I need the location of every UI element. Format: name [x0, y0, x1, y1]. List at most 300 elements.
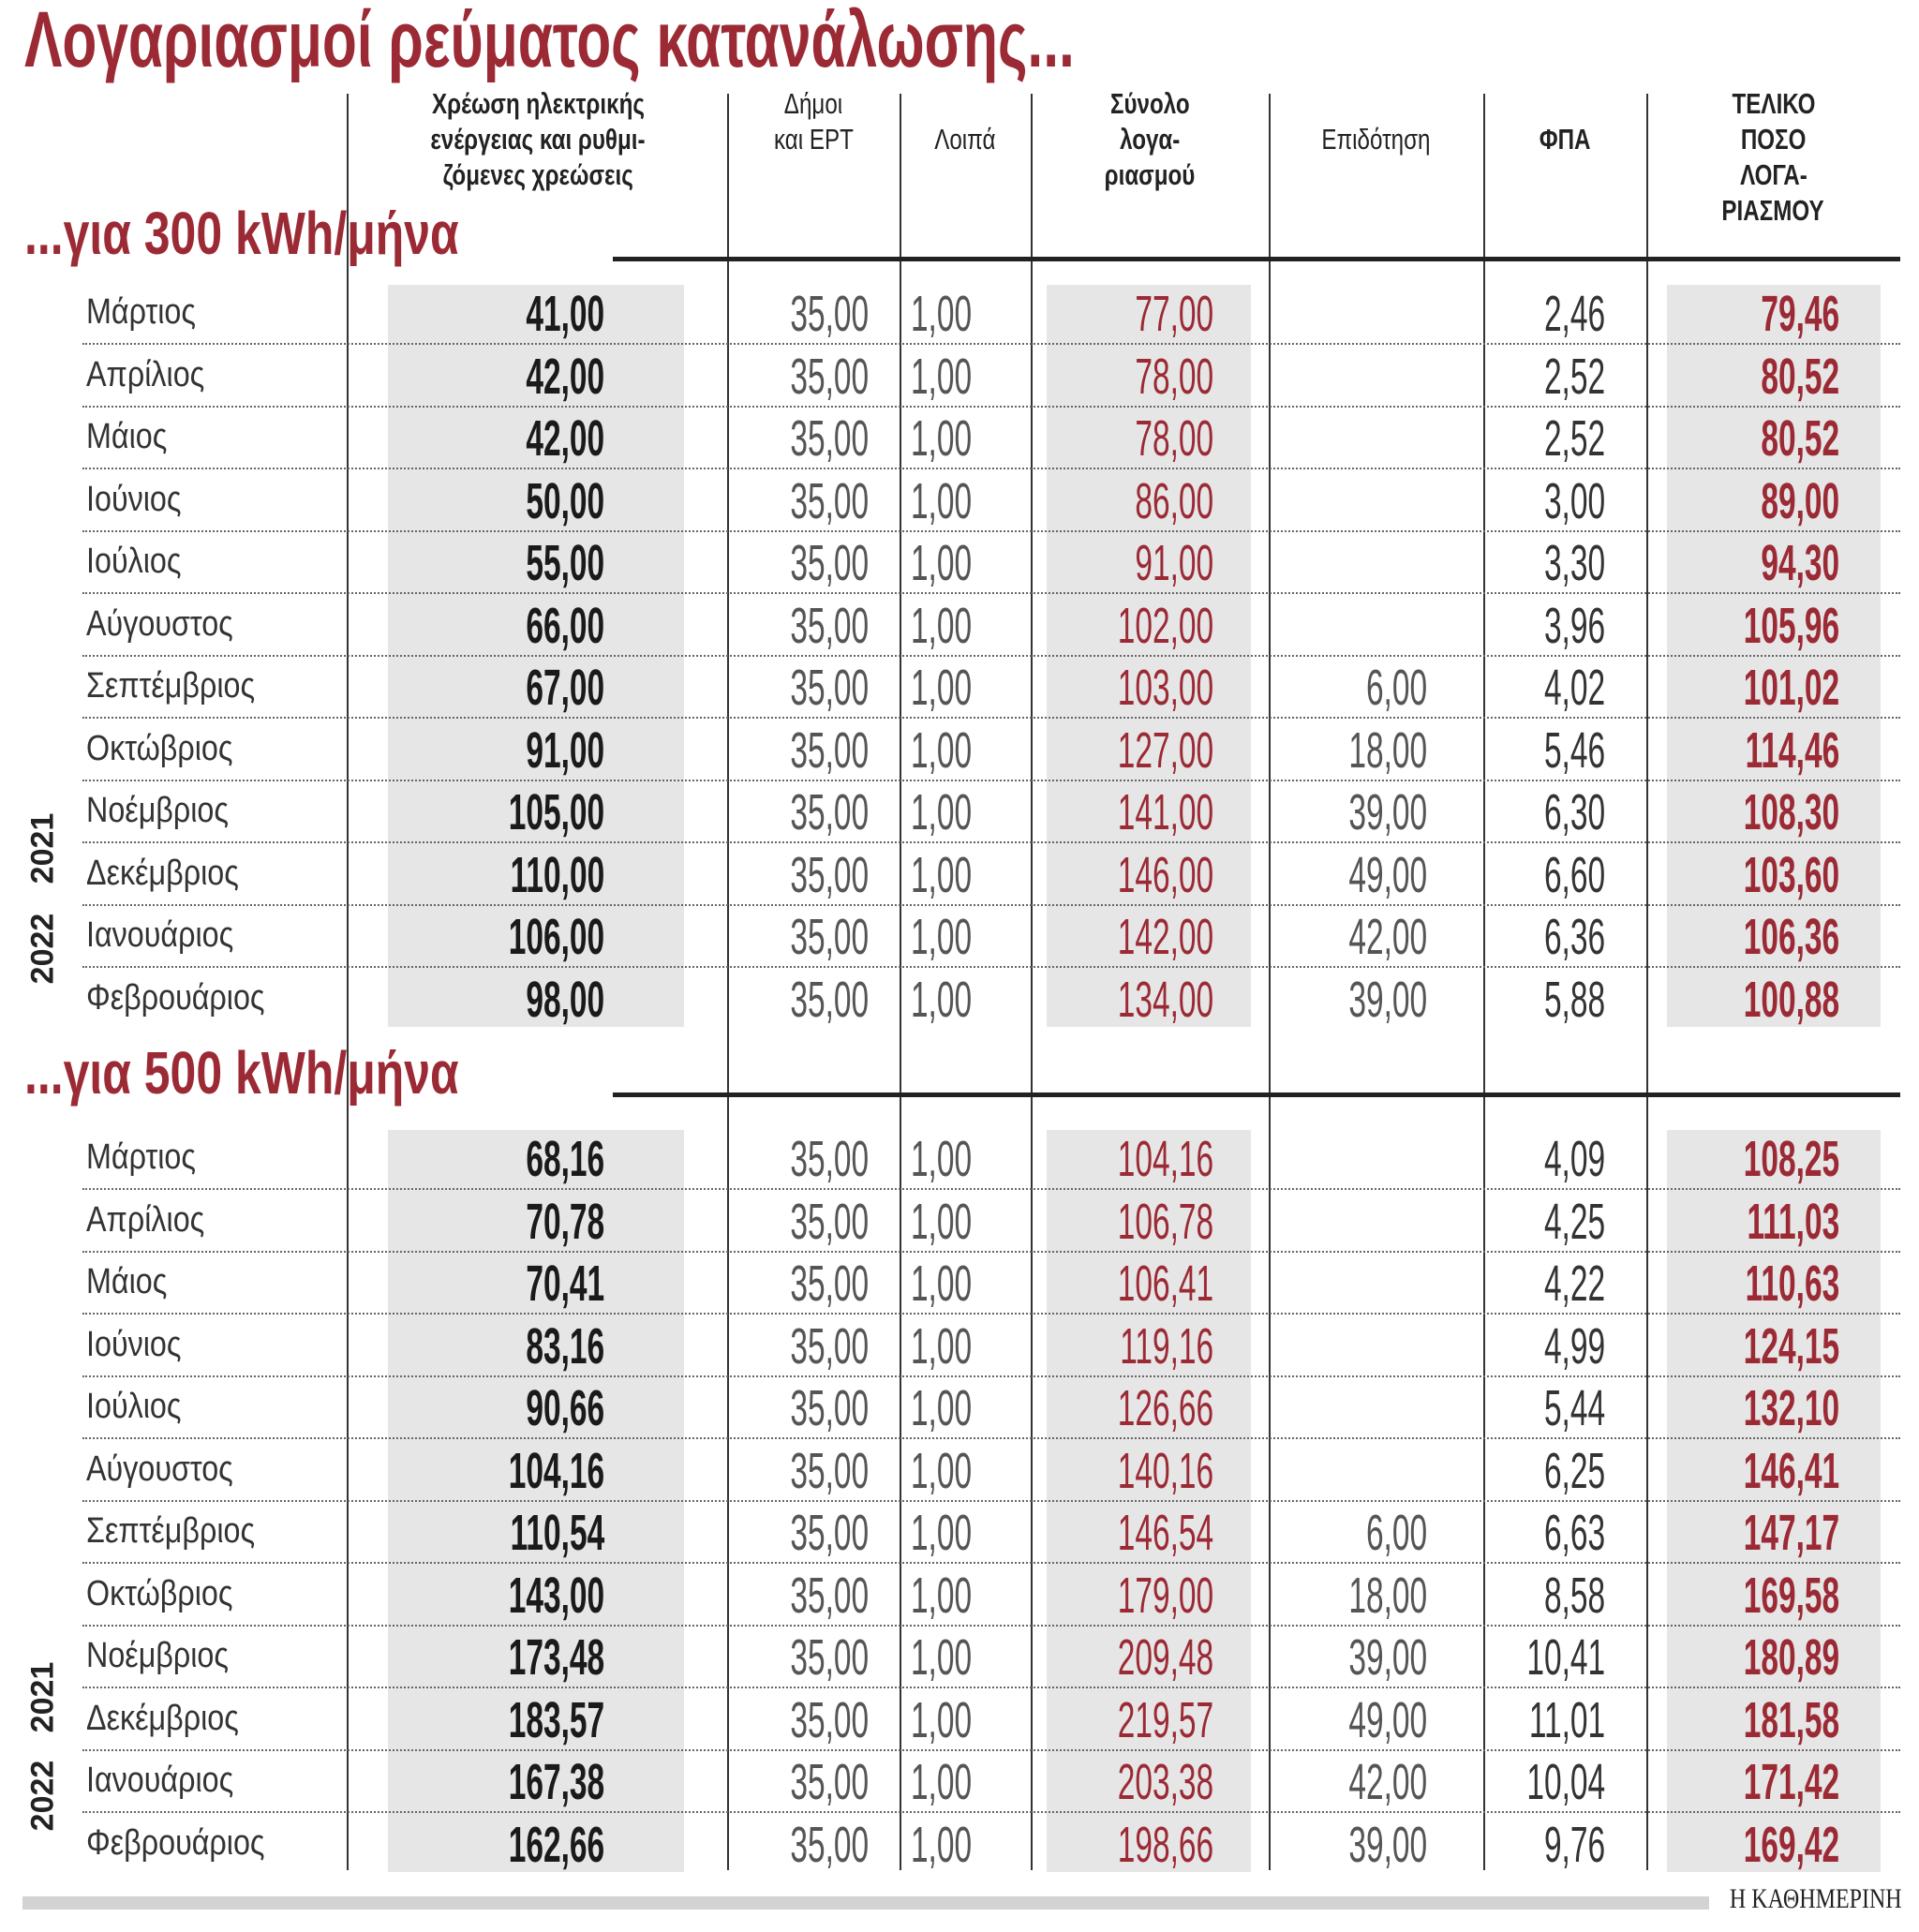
month-label	[86, 655, 285, 717]
cell-charge	[478, 344, 604, 406]
column-header-line: Χρέωση ηλεκτρικής	[431, 87, 645, 120]
value-dimoi: 35,00	[790, 1131, 869, 1187]
value-charge: 98,00	[526, 971, 604, 1028]
cell-other	[873, 1189, 972, 1251]
month-label	[86, 1500, 285, 1562]
cell-other	[873, 1625, 972, 1687]
cell-other	[873, 1438, 972, 1500]
cell-final	[1713, 281, 1839, 343]
cell-charge	[450, 1438, 604, 1500]
value-vat: 4,02	[1543, 660, 1605, 716]
value-charge: 70,41	[526, 1256, 604, 1312]
value-other: 1,00	[910, 909, 972, 965]
cell-subsidy	[1301, 1563, 1427, 1625]
value-dimoi: 35,00	[790, 846, 869, 903]
cell-dimoi	[742, 1126, 869, 1188]
month-text: Ιούνιος	[86, 1324, 182, 1364]
value-dimoi: 35,00	[790, 1256, 869, 1312]
value-vat: 2,52	[1543, 348, 1605, 405]
cell-vat	[1507, 842, 1605, 904]
value-vat: 3,30	[1543, 535, 1605, 591]
section-heading	[24, 1038, 581, 1107]
month-text: Αύγουστος	[86, 1449, 233, 1489]
cell-final	[1685, 1375, 1839, 1437]
value-total: 78,00	[1135, 410, 1213, 467]
cell-subsidy	[1329, 655, 1427, 717]
value-vat: 5,46	[1543, 721, 1605, 779]
table-row	[82, 593, 1900, 657]
month-label	[86, 530, 198, 592]
value-subsidy: 6,00	[1365, 1505, 1427, 1561]
cell-subsidy	[1301, 780, 1427, 841]
cell-charge	[478, 1375, 604, 1437]
cell-other	[873, 1687, 972, 1749]
value-total: 103,00	[1117, 660, 1213, 716]
value-dimoi: 35,00	[790, 1691, 869, 1748]
value-other: 1,00	[910, 971, 972, 1028]
value-vat: 4,22	[1543, 1256, 1605, 1312]
table-row	[82, 1314, 1900, 1377]
value-other: 1,00	[910, 410, 972, 467]
value-vat: 10,04	[1526, 1754, 1605, 1810]
month-label	[86, 1563, 259, 1625]
value-final: 94,30	[1761, 535, 1839, 591]
value-final: 147,17	[1743, 1505, 1839, 1561]
month-label	[86, 281, 216, 343]
cell-charge	[450, 1625, 604, 1687]
value-vat: 9,76	[1543, 1816, 1605, 1873]
cell-vat	[1507, 1500, 1605, 1562]
value-vat: 6,36	[1543, 909, 1605, 965]
column-header-line: ΤΕΛΙΚΟ	[1732, 87, 1815, 120]
cell-final	[1685, 1314, 1839, 1375]
cell-vat	[1482, 1687, 1605, 1749]
value-total: 140,16	[1117, 1442, 1213, 1499]
table-row	[82, 1375, 1900, 1439]
value-total: 77,00	[1135, 286, 1213, 342]
section-heading	[24, 199, 581, 268]
cell-charge	[478, 1126, 604, 1188]
cell-other	[873, 468, 972, 530]
value-charge: 90,66	[526, 1380, 604, 1436]
column-header-line: λογα-	[1119, 123, 1181, 156]
column-header-final	[1646, 86, 1900, 229]
value-vat: 6,25	[1543, 1442, 1605, 1499]
cell-charge	[478, 468, 604, 530]
cell-dimoi	[742, 842, 869, 904]
value-vat: 6,60	[1543, 846, 1605, 903]
cell-charge	[478, 718, 604, 780]
value-dimoi: 35,00	[790, 1629, 869, 1686]
value-final: 110,63	[1745, 1256, 1839, 1312]
value-total: 91,00	[1135, 535, 1213, 591]
cell-charge	[453, 1500, 604, 1562]
value-dimoi: 35,00	[790, 348, 869, 405]
cell-final	[1685, 1563, 1839, 1625]
cell-total	[1059, 780, 1213, 841]
value-charge: 173,48	[508, 1629, 604, 1686]
value-final: 89,00	[1761, 472, 1839, 529]
cell-dimoi	[742, 1375, 869, 1437]
cell-final	[1685, 780, 1839, 841]
cell-total	[1059, 1251, 1213, 1313]
cell-final	[1690, 1189, 1839, 1251]
cell-dimoi	[742, 1189, 869, 1251]
value-subsidy: 39,00	[1348, 784, 1427, 840]
column-header-subsidy	[1269, 122, 1483, 157]
cell-total	[1059, 1625, 1213, 1687]
cell-dimoi	[742, 1438, 869, 1500]
cell-charge	[478, 1189, 604, 1251]
month-label	[86, 1251, 182, 1313]
value-final: 169,42	[1743, 1816, 1839, 1873]
cell-dimoi	[742, 1563, 869, 1625]
value-subsidy: 42,00	[1348, 1754, 1427, 1810]
value-charge: 41,00	[526, 286, 604, 342]
value-total: 198,66	[1117, 1816, 1213, 1873]
cell-total	[1087, 468, 1213, 530]
column-header-other	[900, 122, 1031, 157]
cell-total	[1059, 655, 1213, 717]
cell-vat	[1507, 281, 1605, 343]
table-row	[82, 406, 1900, 469]
month-label	[86, 1438, 259, 1500]
month-label	[86, 1687, 266, 1749]
cell-total	[1059, 1749, 1213, 1811]
publisher-logo	[1687, 1883, 1902, 1915]
cell-other	[873, 406, 972, 468]
value-dimoi: 35,00	[790, 472, 869, 529]
cell-charge	[450, 1812, 604, 1874]
cell-other	[873, 1812, 972, 1874]
value-total: 126,66	[1117, 1380, 1213, 1436]
column-header-line: Επιδότηση	[1321, 123, 1431, 156]
cell-final	[1685, 1126, 1839, 1188]
cell-total	[1087, 281, 1213, 343]
cell-dimoi	[742, 530, 869, 592]
month-label	[86, 967, 296, 1029]
value-dimoi: 35,00	[790, 909, 869, 965]
value-subsidy: 18,00	[1348, 1567, 1427, 1624]
value-other: 1,00	[910, 1505, 972, 1561]
value-final: 103,60	[1743, 846, 1839, 903]
value-vat: 4,25	[1543, 1193, 1605, 1250]
value-charge: 42,00	[526, 410, 604, 467]
cell-final	[1685, 904, 1839, 966]
cell-dimoi	[742, 655, 869, 717]
cell-total	[1059, 904, 1213, 966]
month-label	[86, 842, 266, 904]
table-row	[82, 468, 1900, 532]
cell-total	[1059, 1126, 1213, 1188]
cell-vat	[1479, 1749, 1605, 1811]
cell-vat	[1507, 780, 1605, 841]
section-heading-text: ...για 300 kWh/μήνα	[24, 200, 459, 267]
month-text: Νοέμβριος	[86, 791, 229, 830]
cell-other	[873, 1500, 972, 1562]
value-other: 1,00	[910, 1629, 972, 1686]
value-dimoi: 35,00	[790, 1816, 869, 1873]
value-charge: 110,00	[510, 846, 604, 903]
cell-charge	[478, 281, 604, 343]
value-dimoi: 35,00	[790, 1442, 869, 1499]
value-other: 1,00	[910, 660, 972, 716]
table-row	[82, 1749, 1900, 1813]
cell-vat	[1507, 1812, 1605, 1874]
table-row	[82, 655, 1900, 719]
month-label	[86, 1314, 198, 1375]
value-subsidy: 42,00	[1348, 909, 1427, 965]
table-row	[82, 780, 1900, 843]
chart-title-text: Λογαριασμοί ρεύματος κατανάλωσης...	[24, 0, 1075, 83]
value-final: 80,52	[1761, 348, 1839, 405]
cell-total	[1059, 718, 1213, 780]
month-text: Φεβρουάριος	[86, 977, 265, 1018]
value-final: 111,03	[1747, 1193, 1839, 1250]
column-header-line: ριασμού	[1104, 158, 1196, 191]
cell-final	[1685, 1438, 1839, 1500]
cell-other	[873, 904, 972, 966]
value-vat: 6,63	[1543, 1505, 1605, 1561]
month-text: Ιούλιος	[86, 542, 182, 581]
value-dimoi: 35,00	[790, 597, 869, 654]
cell-dimoi	[742, 1251, 869, 1313]
value-charge: 66,00	[526, 597, 604, 654]
cell-vat	[1507, 1189, 1605, 1251]
cell-other	[873, 1126, 972, 1188]
cell-charge	[450, 1563, 604, 1625]
column-header-line: ΛΟΓΑ-	[1739, 158, 1807, 191]
value-other: 1,00	[910, 286, 972, 342]
value-other: 1,00	[910, 1131, 972, 1187]
month-label	[86, 1189, 226, 1251]
cell-vat	[1507, 530, 1605, 592]
table-row	[82, 718, 1900, 781]
cell-total	[1059, 1375, 1213, 1437]
value-subsidy: 6,00	[1365, 660, 1427, 716]
value-dimoi: 35,00	[790, 784, 869, 840]
value-dimoi: 35,00	[790, 1380, 869, 1436]
table-row	[82, 1563, 1900, 1627]
cell-final	[1685, 655, 1839, 717]
cell-final	[1685, 1500, 1839, 1562]
table-row	[82, 1126, 1900, 1190]
value-other: 1,00	[910, 472, 972, 529]
value-charge: 106,00	[508, 909, 604, 965]
value-other: 1,00	[910, 784, 972, 840]
value-vat: 4,09	[1543, 1131, 1605, 1187]
value-total: 203,38	[1117, 1754, 1213, 1810]
month-text: Μάρτιος	[86, 292, 196, 332]
month-text: Οκτώβριος	[86, 728, 233, 768]
table-row	[82, 1812, 1900, 1874]
cell-vat	[1507, 1375, 1605, 1437]
cell-vat	[1507, 468, 1605, 530]
cell-vat	[1507, 593, 1605, 655]
value-subsidy: 39,00	[1348, 1816, 1427, 1873]
cell-dimoi	[742, 1314, 869, 1375]
value-other: 1,00	[910, 1567, 972, 1624]
month-text: Μάιος	[86, 417, 168, 456]
month-text: Σεπτέμβριος	[86, 1511, 256, 1551]
cell-charge	[450, 904, 604, 966]
value-other: 1,00	[910, 721, 972, 779]
cell-charge	[450, 1687, 604, 1749]
value-vat: 2,52	[1543, 410, 1605, 467]
cell-total	[1059, 593, 1213, 655]
month-text: Ιούλιος	[86, 1387, 182, 1426]
cell-other	[873, 780, 972, 841]
value-final: 114,46	[1745, 721, 1839, 779]
cell-dimoi	[742, 1687, 869, 1749]
value-other: 1,00	[910, 1442, 972, 1499]
cell-final	[1685, 1687, 1839, 1749]
value-charge: 70,78	[526, 1193, 604, 1250]
value-total: 134,00	[1117, 971, 1213, 1028]
cell-final	[1685, 1812, 1839, 1874]
value-total: 146,54	[1117, 1505, 1213, 1561]
value-dimoi: 35,00	[790, 286, 869, 342]
value-subsidy: 49,00	[1348, 846, 1427, 903]
month-text: Ιανουάριος	[86, 915, 234, 955]
cell-other	[873, 281, 972, 343]
cell-charge	[450, 780, 604, 841]
value-subsidy: 18,00	[1348, 721, 1427, 779]
cell-vat	[1507, 406, 1605, 468]
cell-subsidy	[1301, 1625, 1427, 1687]
value-total: 209,48	[1117, 1629, 1213, 1686]
chart-title	[24, 0, 1483, 85]
value-total: 106,78	[1117, 1193, 1213, 1250]
cell-vat	[1507, 344, 1605, 406]
value-vat: 10,41	[1526, 1629, 1605, 1686]
value-dimoi: 35,00	[790, 971, 869, 1028]
cell-total	[1059, 1438, 1213, 1500]
cell-final	[1685, 967, 1839, 1029]
cell-other	[873, 655, 972, 717]
value-dimoi: 35,00	[790, 535, 869, 591]
value-dimoi: 35,00	[790, 1317, 869, 1375]
value-vat: 11,01	[1528, 1691, 1605, 1748]
value-charge: 167,38	[508, 1754, 604, 1810]
value-total: 179,00	[1117, 1567, 1213, 1624]
cell-final	[1713, 530, 1839, 592]
cell-total	[1087, 406, 1213, 468]
column-header-vat	[1483, 122, 1646, 157]
value-dimoi: 35,00	[790, 1193, 869, 1250]
cell-total	[1087, 344, 1213, 406]
value-subsidy: 39,00	[1348, 1629, 1427, 1686]
value-dimoi: 35,00	[790, 1505, 869, 1561]
value-final: 180,89	[1743, 1629, 1839, 1686]
value-total: 104,16	[1117, 1131, 1213, 1187]
section-rule	[613, 257, 1900, 261]
value-final: 169,58	[1743, 1567, 1839, 1624]
cell-charge	[478, 1314, 604, 1375]
column-header-line: ενέργειας και ρυθμι-	[430, 123, 646, 156]
cell-charge	[478, 967, 604, 1029]
cell-other	[873, 967, 972, 1029]
cell-final	[1685, 1625, 1839, 1687]
value-charge: 110,54	[510, 1505, 604, 1561]
cell-subsidy	[1301, 718, 1427, 780]
value-other: 1,00	[910, 1754, 972, 1810]
month-label	[86, 1749, 260, 1811]
table-row	[82, 967, 1900, 1029]
value-total: 127,00	[1117, 721, 1213, 779]
column-header-total	[1031, 86, 1269, 193]
month-text: Μάιος	[86, 1262, 168, 1301]
publisher-name: Η ΚΑΘΗΜΕΡΙΝΗ	[1730, 1883, 1902, 1914]
cell-charge	[450, 1749, 604, 1811]
cell-total	[1059, 1687, 1213, 1749]
column-header-line: Σύνολο	[1109, 87, 1190, 120]
table-row	[82, 281, 1900, 345]
cell-vat	[1507, 967, 1605, 1029]
cell-other	[873, 1314, 972, 1375]
month-text: Μάρτιος	[86, 1137, 196, 1177]
table-row	[82, 344, 1900, 408]
year-label: 2021	[24, 812, 61, 884]
value-other: 1,00	[910, 535, 972, 591]
value-final: 105,96	[1743, 597, 1839, 654]
value-total: 78,00	[1135, 348, 1213, 405]
value-other: 1,00	[910, 1691, 972, 1748]
cell-dimoi	[742, 718, 869, 780]
value-vat: 4,99	[1543, 1317, 1605, 1375]
cell-subsidy	[1301, 904, 1427, 966]
value-charge: 104,16	[508, 1442, 604, 1499]
cell-subsidy	[1301, 842, 1427, 904]
value-total: 146,00	[1117, 846, 1213, 903]
cell-total	[1059, 842, 1213, 904]
cell-other	[873, 1749, 972, 1811]
table-row	[82, 1438, 1900, 1502]
value-final: 79,46	[1761, 286, 1839, 342]
month-text: Απρίλιος	[86, 354, 205, 394]
value-charge: 83,16	[526, 1317, 604, 1375]
table-row	[82, 1189, 1900, 1253]
value-charge: 143,00	[508, 1567, 604, 1624]
month-text: Δεκέμβριος	[86, 853, 239, 893]
month-label	[86, 718, 259, 780]
cell-charge	[478, 530, 604, 592]
value-final: 132,10	[1743, 1380, 1839, 1436]
value-final: 108,25	[1743, 1131, 1839, 1187]
footer-bar	[22, 1896, 1709, 1910]
value-charge: 183,57	[508, 1691, 604, 1748]
cell-total	[1063, 1314, 1213, 1375]
month-text: Δεκέμβριος	[86, 1698, 239, 1738]
value-total: 106,41	[1117, 1256, 1213, 1312]
cell-subsidy	[1301, 1749, 1427, 1811]
cell-final	[1685, 593, 1839, 655]
cell-subsidy	[1301, 1687, 1427, 1749]
value-charge: 50,00	[526, 472, 604, 529]
year-label: 2021	[24, 1661, 61, 1733]
value-final: 80,52	[1761, 410, 1839, 467]
cell-vat	[1507, 1314, 1605, 1375]
column-header-charge	[349, 86, 727, 193]
cell-dimoi	[742, 780, 869, 841]
month-label	[86, 904, 260, 966]
value-other: 1,00	[910, 597, 972, 654]
table-row	[82, 1500, 1900, 1564]
month-text: Ιούνιος	[86, 479, 182, 519]
month-text: Νοέμβριος	[86, 1636, 229, 1675]
cell-dimoi	[742, 1749, 869, 1811]
table-row	[82, 1251, 1900, 1315]
